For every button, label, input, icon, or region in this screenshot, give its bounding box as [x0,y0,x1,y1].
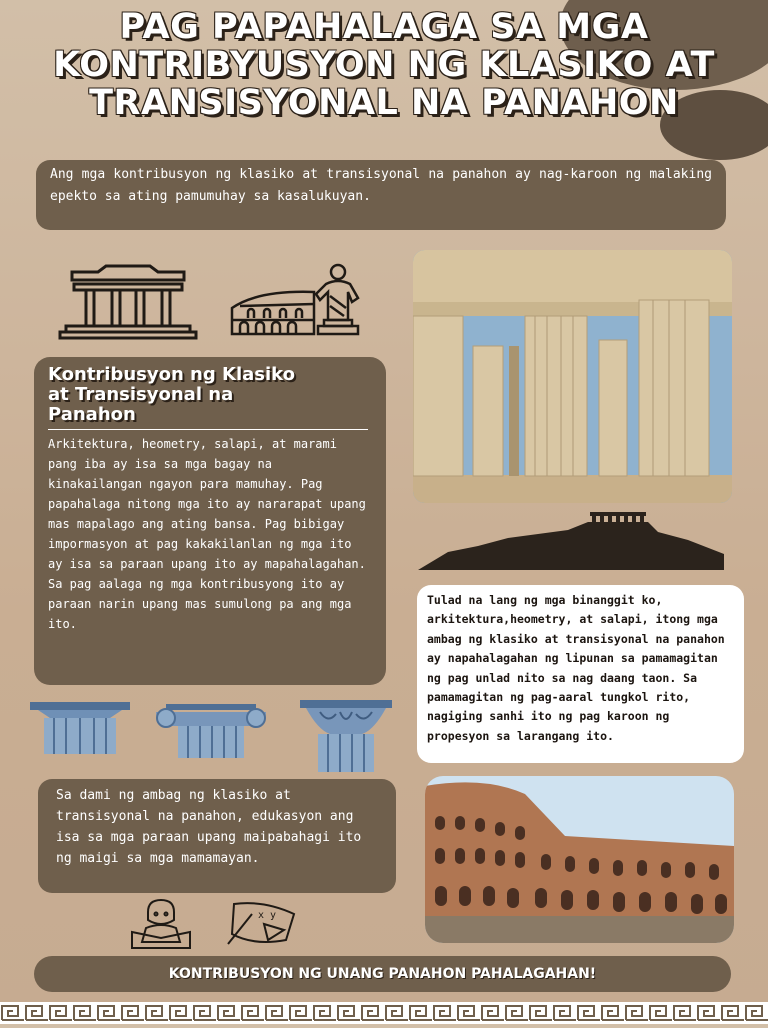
greek-key-border [0,1002,768,1024]
acropolis-silhouette-icon [418,510,724,572]
philosopher-statue-icon [308,262,370,338]
svg-text:x y: x y [258,910,277,921]
parthenon-photo [413,250,732,503]
student-reading-icon [124,898,198,950]
heading-divider [48,429,368,430]
tulad-text-box: Tulad na lang ng mga binanggit ko, arkitektura,heometry, at salapi, itong mga ambag ng klasiko at transisyonal na panahon ay napahalagahan ng lipunan sa pamamagitan ng pag unlad nito sa nag daang taon. Sa pamamagitan ng pag-aaral tungkol rito, nagiging sanhi ito ng pag karoon ng propesyon sa larangang ito. [417,585,744,763]
kontribusyon-body: Arkitektura, heometry, salapi, at marami pang iba ay isa sa mga bagay na kinakailangan ngayon para mamuhay. Pag papahalaga nitong mga ito ay nararapat upang mas mapalago ang ating bansa. Pag bibigay impormasyon at pag kakakilanlan ng mga ito ay isa sa paraan upang ito ay mapahalagahan. Sa pag aalaga ng mga kontribusyong ito ay paraan narin upang mas sumulong pa ang mga ito. [48,437,366,631]
intro-text-box: Ang mga kontribusyon ng klasiko at transisyonal na panahon ay nag-karoon ng malaking epekto sa ating pamumuhay sa kasalukuyan. [36,160,726,230]
kontribusyon-panel [34,357,386,685]
page-title: PAG PAPAHALAGA SA MGA KONTRIBYUSYON NG KLASIKO AT TRANSISYONAL NA PANAHON [53,7,715,123]
ionic-column-icon [152,704,270,758]
corinthian-column-icon [300,700,392,772]
colosseum-icon [228,288,316,338]
kontribusyon-heading: Kontribusyon ng Klasiko at Transisyonal na Panahon [48,364,296,425]
doric-column-icon [30,702,130,754]
colosseum-photo [425,776,734,943]
footer-banner: KONTRIBUSYON NG UNANG PANAHON PAHALAGAHAN! [34,956,731,992]
edukasyon-text-box: Sa dami ng ambag ng klasiko at transisyonal na panahon, edukasyon ang isa sa mga paraan upang maipabahagi ito ng maigi sa mga mamamayan. [38,779,396,893]
greek-temple-icon [58,262,198,340]
geometry-tools-icon [224,900,304,950]
